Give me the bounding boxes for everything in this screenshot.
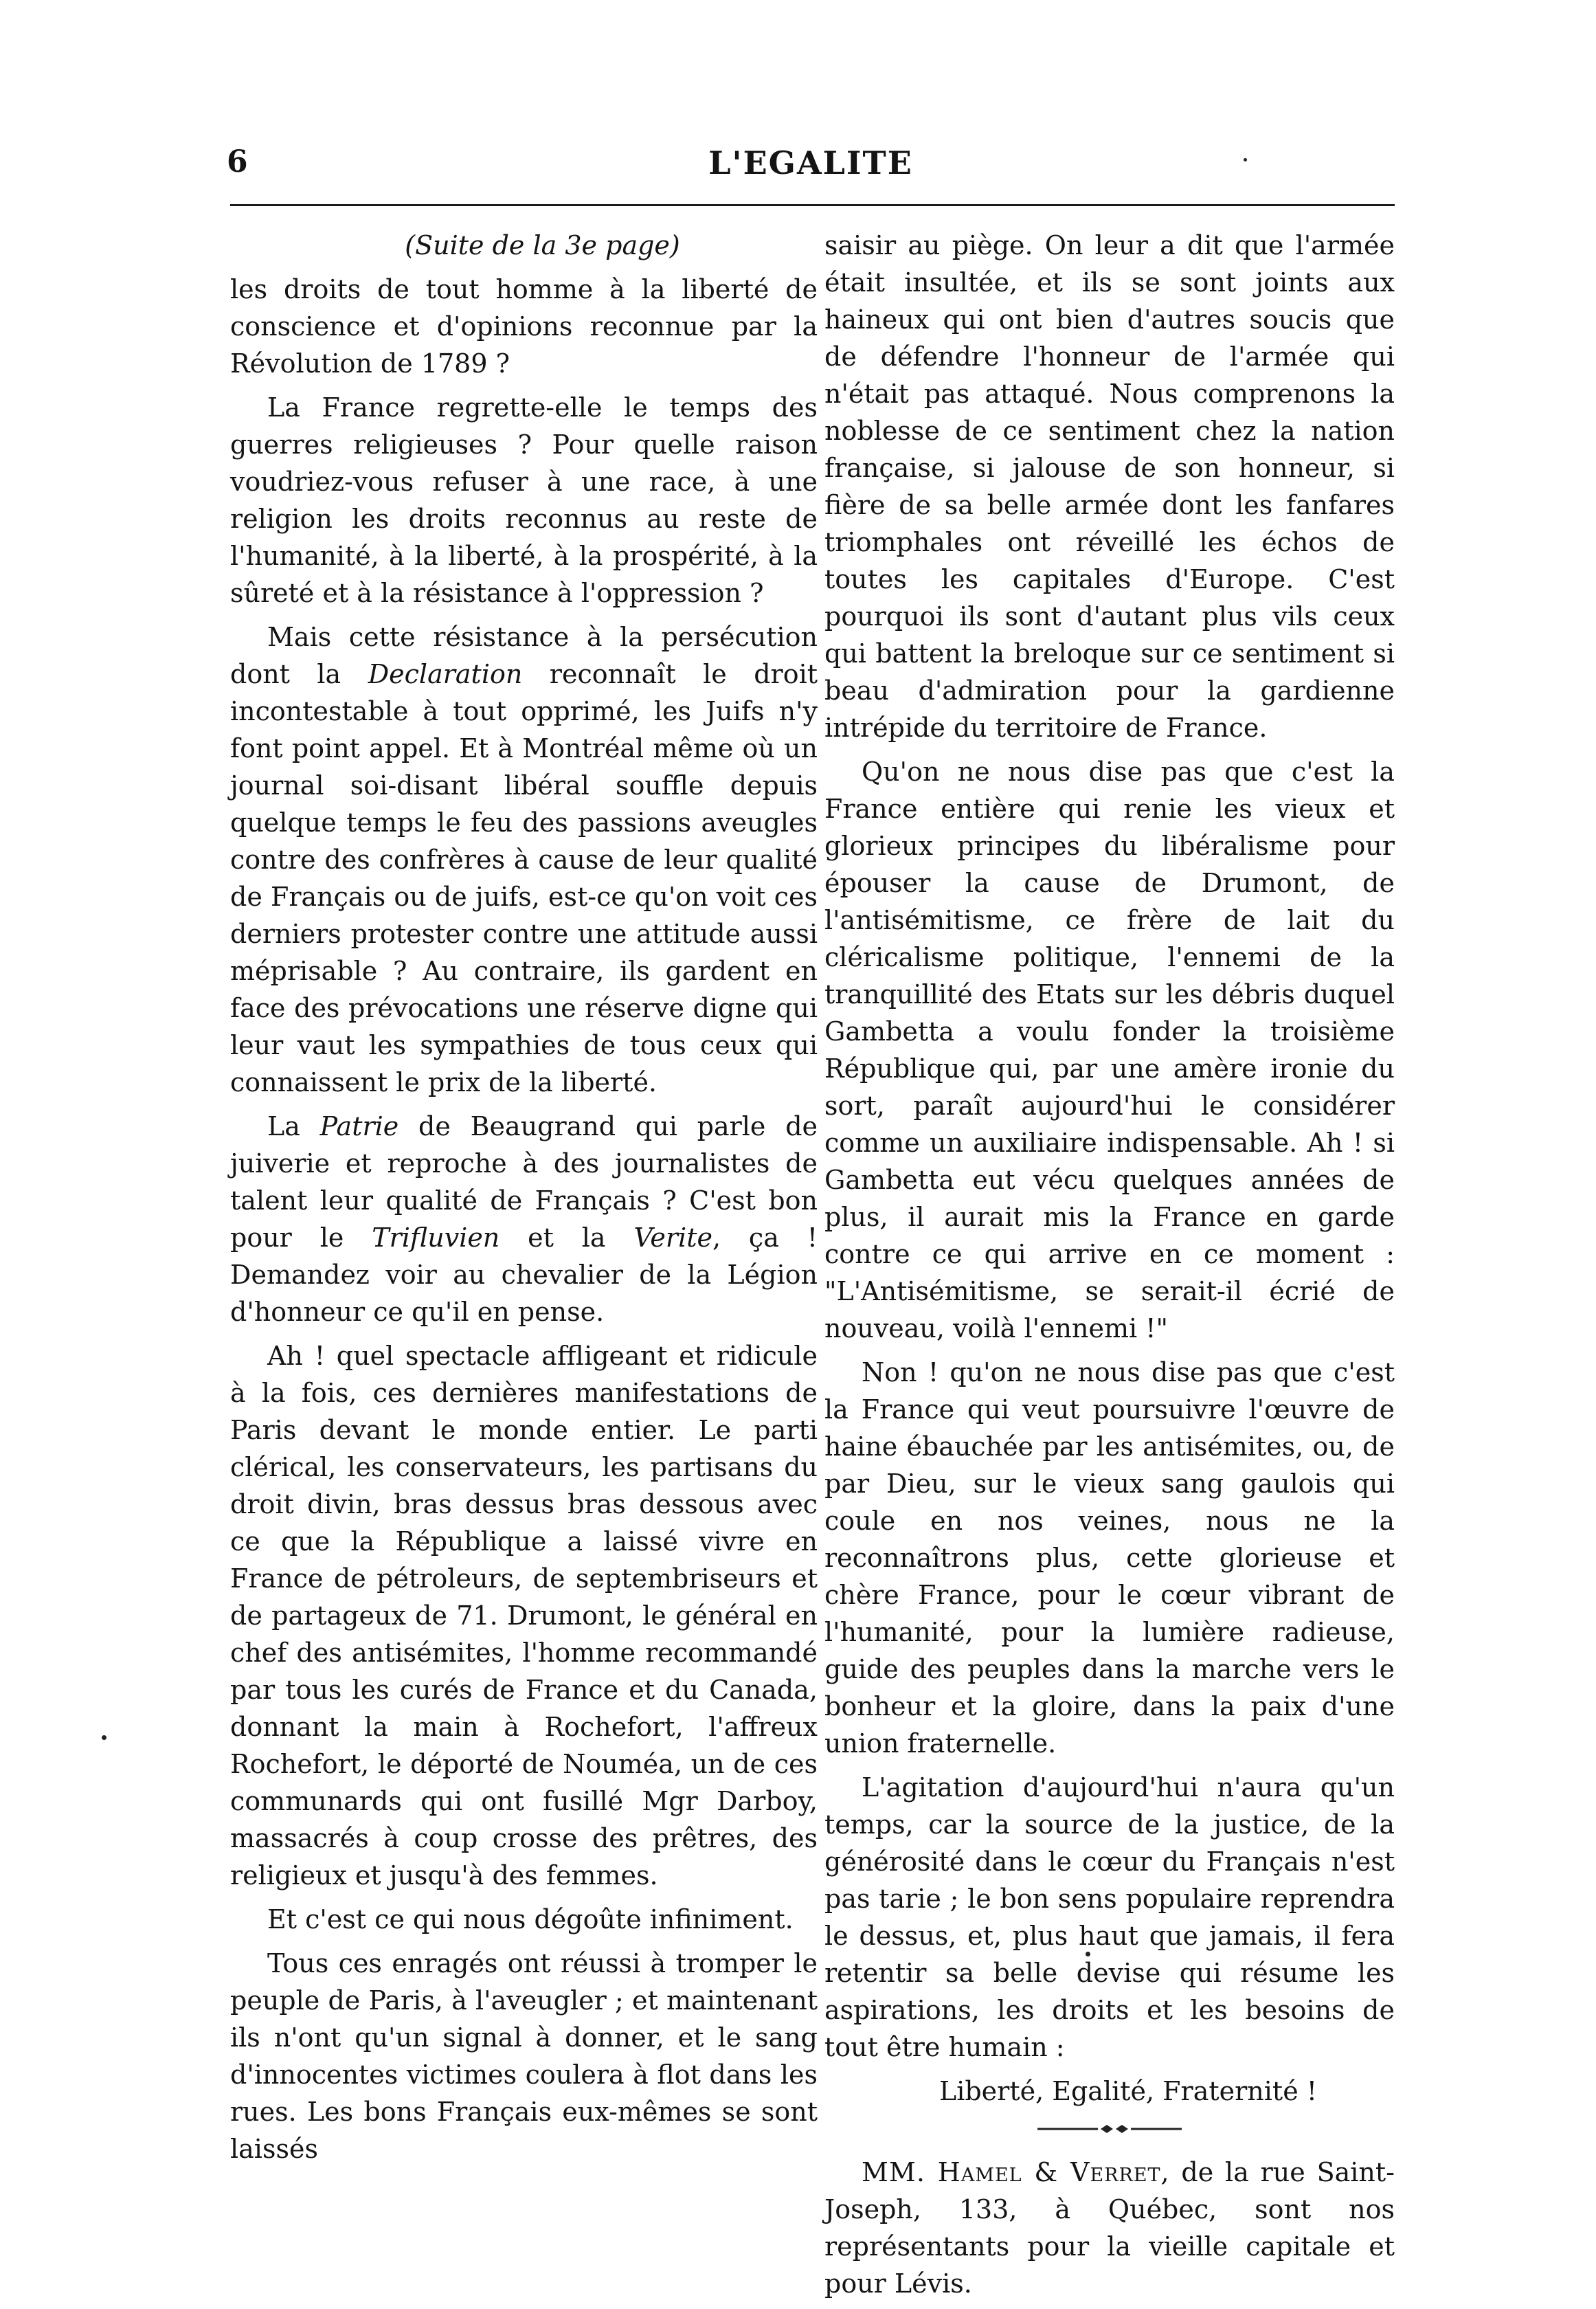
paragraph: Mais cette résistance à la persécution dont la Declaration reconnaît le droit incontestable à tout opprimé, les Juifs n'y font point appel. Et à Montréal même où un journal soi-disant libéral souffle depuis quelque temps le feu des passions aveugles contre des confrères à cause de leur qualité de Français ou de juifs, est-ce qu'on voit ces derniers protester contre une attitude aussi méprisable ? Au contraire, ils gardent en face des prévocations une réserve digne qui leur vaut les sympathies de tous ceux qui connaissent le prix de la liberté. (230, 622, 818, 1097)
newspaper-title: L'EGALITE (708, 144, 913, 181)
paragraph: L'agitation d'aujourd'hui n'aura qu'un temps, car la source de la justice, de la générosité dans le cœur du Français n'est pas tarie ; le bon sens populaire reprendra le dessus, et, plus haut que jamais, il fera retentir sa belle devise qui résume les aspirations, les droits et les besoins de tout être humain : (824, 1772, 1395, 2062)
paragraph: La Patrie de Beaugrand qui parle de juiverie et reproche à des journalistes de talent leur qualité de Français ? C'est bon pour le Trifluvien et la Verite, ça ! Demandez voir au chevalier de la Légion d'honneur ce qu'il en pense. (230, 1111, 818, 1327)
paragraph: les droits de tout homme à la liberté de conscience et d'opinions reconnue par la Révolution de 1789 ? (230, 274, 818, 379)
paragraph: Et c'est ce qui nous dégoûte infiniment. (267, 1904, 794, 1934)
emphasis: Patrie (319, 1111, 399, 1141)
paragraph: Qu'on ne nous dise pas que c'est la France entière qui renie les vieux et glorieux principes du libéralisme pour épouser la cause de Drumont, de l'antisémitisme, ce frère de lait du cléricalisme politique, l'ennemi de la tranquillité des Etats sur les débris duquel Gambetta a voulu fonder la troisième République qui, par une amère ironie du sort, paraît aujourd'hui le considérer comme un auxiliaire indispensable. Ah ! si Gambetta eut vécu quelques années de plus, il aurait mis la France en garde contre ce qui arrive en ce moment : "L'Antisémitisme, se serait-il écrié de nouveau, voilà l'ennemi !" (824, 757, 1395, 1343)
speck (1086, 1952, 1090, 1956)
notice: MM. Hamel & Verret, de la rue Saint-Joseph, 133, à Québec, sont nos représentants pour la vieille capitale et pour Lévis. (824, 2157, 1395, 2299)
paragraph: Ah ! quel spectacle affligeant et ridicule à la fois, ces dernières manifestations de Paris devant le monde entier. Le parti clérical, les conservateurs, les partisans du droit divin, bras dessus bras dessous avec ce que la République a laissé vivre en France de pétroleurs, de septembriseurs et de partageux de 71. Drumont, le général en chef des antisémites, l'homme recommandé par tous les curés de France et du Canada, donnant la main à Rochefort, l'affreux Rochefort, le déporté de Nouméa, un de ces communards qui ont fusillé Mgr Darboy, massacrés à coup crosse des prêtres, des religieux et jusqu'à des femmes. (230, 1341, 818, 1890)
emphasis: Verite (633, 1223, 712, 1253)
paragraph: Non ! qu'on ne nous dise pas que c'est la France qui veut poursuivre l'œuvre de haine ébauchée par les antisémites, ou, de par Dieu, sur le vieux sang gaulois qui coule en nos veines, nous ne la reconnaîtrons plus, cette glorieuse et chère France, pour le cœur vibrant de l'humanité, pour la lumière radieuse, guide des peuples dans la marche vers le bonheur et la gloire, dans la paix d'une union fraternelle. (824, 1357, 1395, 1759)
emphasis: Declaration (368, 659, 523, 689)
paragraph: saisir au piège. On leur a dit que l'armée était insultée, et ils se sont joints aux haineux qui ont bien d'autres soucis que de défendre l'honneur de l'armée qui n'était pas attaqué. Nous comprenons la noblesse de ce sentiment chez la nation française, si jalouse de son honneur, si fière de sa belle armée dont les fanfares triomphales ont réveillé les échos de toutes les capitales d'Europe. C'est pourquoi ils sont d'autant plus vils ceux qui battent la breloque sur ce sentiment si beau d'admiration pour la gardienne intrépide du territoire de France. (824, 230, 1395, 743)
continuation-note: (Suite de la 3e page) (405, 230, 680, 260)
speck (1244, 158, 1247, 161)
left-column (230, 227, 818, 2174)
page-header (227, 144, 1395, 192)
right-column (824, 227, 1395, 2309)
paragraph: La France regrette-elle le temps des guerres religieuses ? Pour quelle raison voudriez-vous refuser à une race, à une religion les droits reconnus au reste de l'humanité, à la liberté, à la prospérité, à la sûreté et à la résistance à l'oppression ? (230, 392, 818, 608)
motto: Liberté, Egalité, Fraternité ! (939, 2076, 1318, 2106)
paragraph: Tous ces enragés ont réussi à tromper le peuple de Paris, à l'aveugler ; et maintenant ils n'ont qu'un signal à donner, et le sang d'innocentes victimes coulera à flot dans les rues. Les bons Français eux-mêmes se sont laissés (230, 1948, 818, 2164)
page-number: 6 (227, 144, 248, 179)
notice-names: MM. Hamel & Verret, (862, 2157, 1170, 2187)
header-rule (230, 204, 1395, 206)
speck (102, 1735, 106, 1740)
ornament-divider (1037, 2122, 1182, 2136)
emphasis: Trifluvien (372, 1223, 500, 1253)
